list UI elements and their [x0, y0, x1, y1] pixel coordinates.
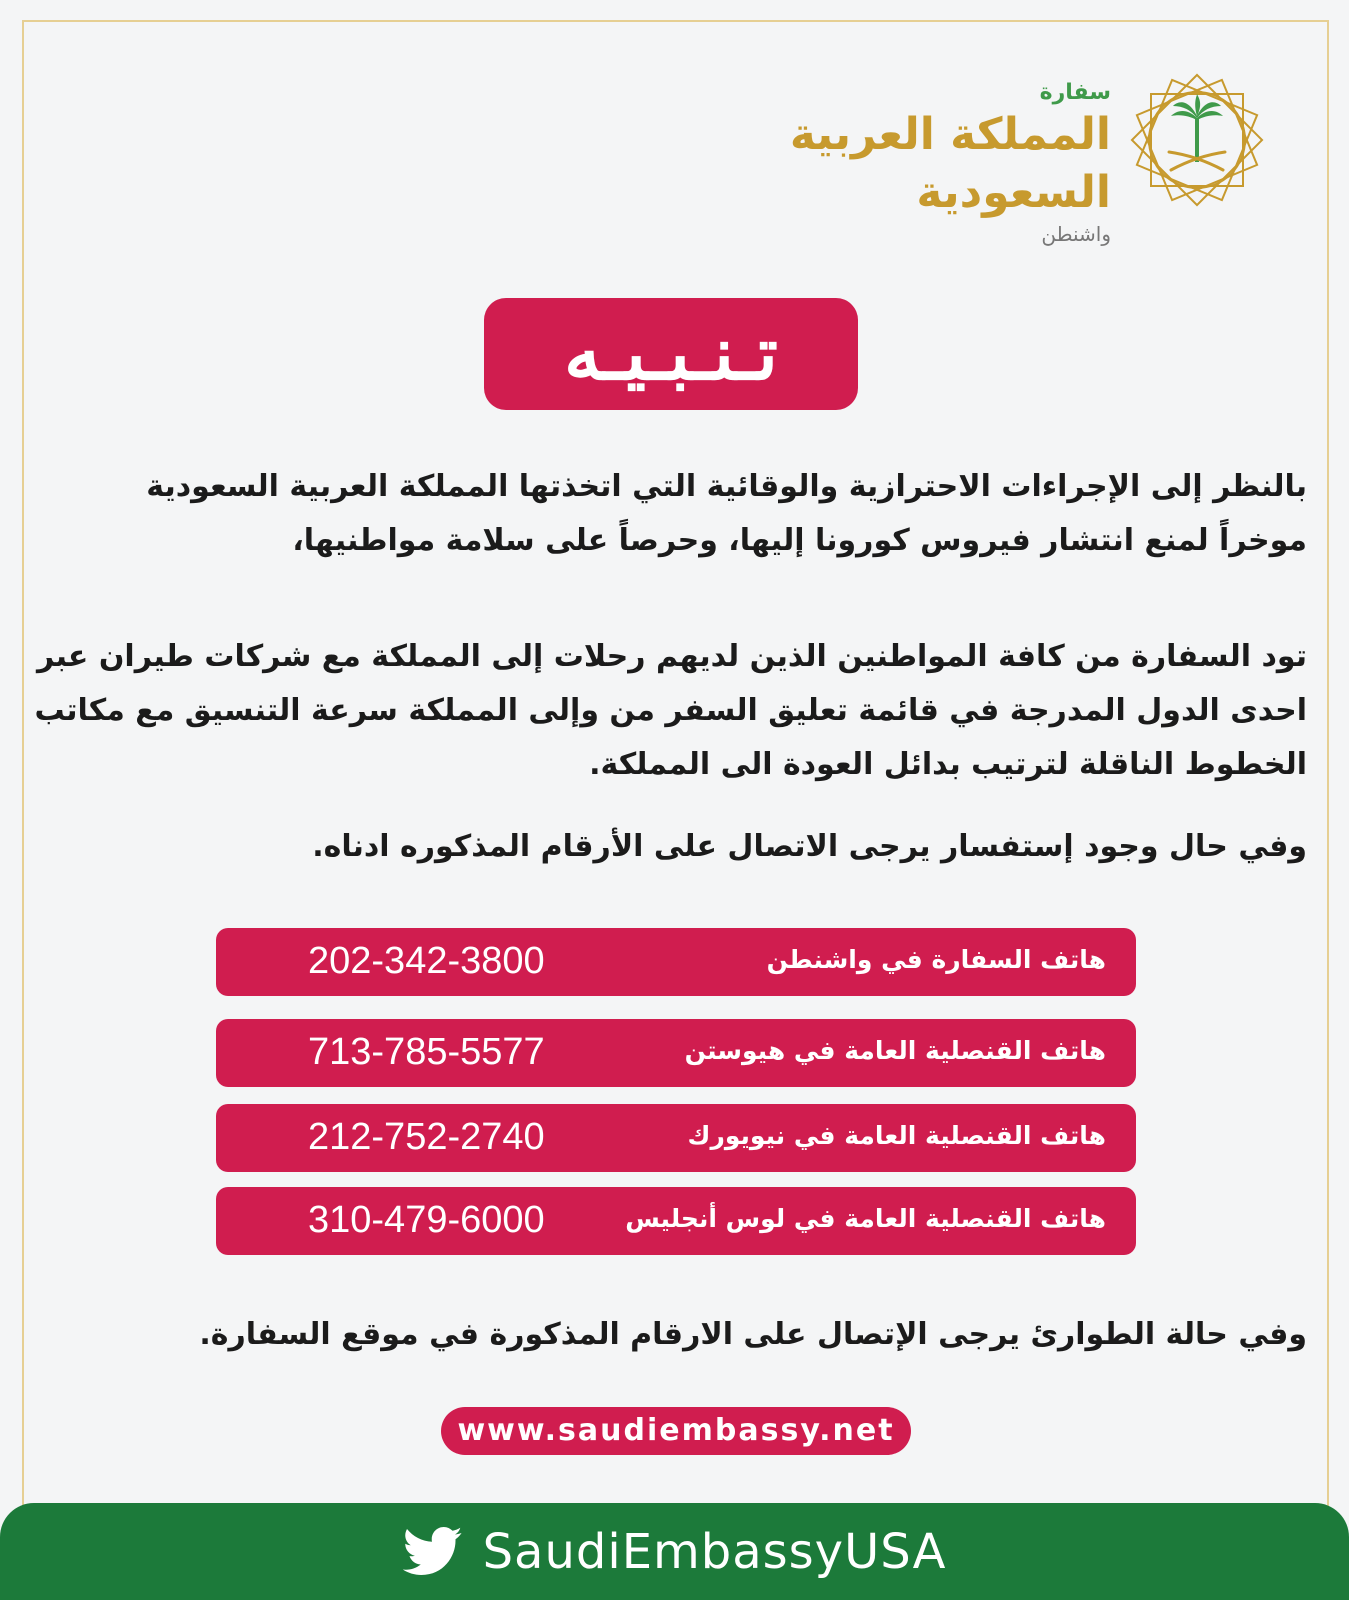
phone-row — [216, 1104, 1136, 1172]
embassy-name-block — [617, 80, 1111, 246]
notice-title: تـنـبـيـه — [484, 298, 858, 410]
notice-paragraph: بالنظر إلى الإجراءات الاحترازية والوقائية التي اتخذتها المملكة العربية السعودية موخراً لمنع انتشار فيروس كورونا إليها، وحرصاً على سلامة مواطنيها، — [146, 469, 1307, 558]
twitter-handle[interactable]: SaudiEmbassyUSA — [482, 1523, 947, 1580]
phone-label: هاتف القنصلية العامة في لوس أنجليس — [625, 1204, 1106, 1233]
phone-number[interactable]: 202-342-3800 — [308, 940, 545, 982]
embassy-header — [617, 70, 1267, 246]
phone-row — [216, 1019, 1136, 1087]
emergency-paragraph: وفي حالة الطوارئ يرجى الإتصال على الارقام المذكورة في موقع السفارة. — [199, 1317, 1307, 1352]
twitter-icon[interactable] — [403, 1526, 463, 1578]
phone-number[interactable]: 212-752-2740 — [308, 1116, 545, 1158]
phone-number[interactable]: 713-785-5577 — [308, 1031, 545, 1073]
saudi-emblem-icon — [1127, 70, 1267, 210]
notice-paragraph: وفي حال وجود إستفسار يرجى الاتصال على الأرقام المذكوره ادناه. — [312, 829, 1307, 864]
social-footer — [0, 1503, 1349, 1600]
phone-row — [216, 928, 1136, 996]
phone-list — [216, 928, 1136, 1273]
phone-row — [216, 1187, 1136, 1255]
phone-label: هاتف السفارة في واشنطن — [766, 945, 1106, 974]
embassy-city: واشنطن — [1041, 222, 1111, 246]
website-link[interactable]: www.saudiembassy.net — [441, 1407, 911, 1455]
phone-label: هاتف القنصلية العامة في هيوستن — [684, 1036, 1106, 1065]
kingdom-name: المملكة العربية السعودية — [789, 109, 1111, 218]
notice-paragraph: تود السفارة من كافة المواطنين الذين لديهم رحلات إلى المملكة مع شركات طيران عبر احدى الدول المدرجة في قائمة تعليق السفر من وإلى المملكة سرعة التنسيق مع مكاتب الخطوط الناقلة لترتيب بدائل العودة الى المملكة. — [34, 639, 1307, 782]
phone-number[interactable]: 310-479-6000 — [308, 1199, 545, 1241]
phone-label: هاتف القنصلية العامة في نيويورك — [687, 1121, 1106, 1150]
embassy-word: سفارة — [1039, 80, 1111, 105]
